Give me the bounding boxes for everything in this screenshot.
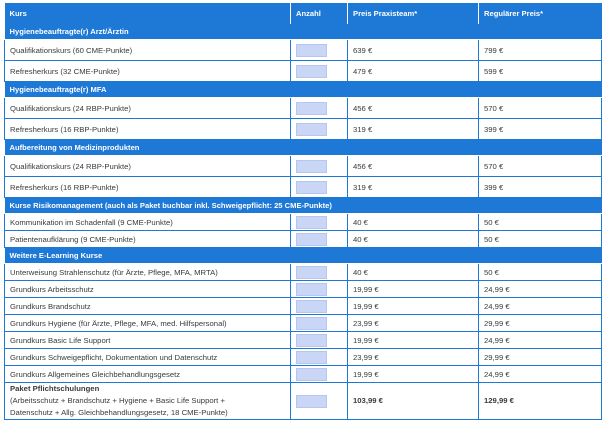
table-row <box>5 231 602 248</box>
price-regulaer: 399 € <box>479 119 602 140</box>
header-preis-praxisteam: Preis Praxisteam* <box>348 3 479 24</box>
course-name: Refresherkurs (32 CME-Punkte) <box>5 61 291 82</box>
price-regulaer: 50 € <box>479 214 602 231</box>
course-name: Qualifikationskurs (24 RBP-Punkte) <box>5 98 291 119</box>
course-name: Refresherkurs (16 RBP-Punkte) <box>5 177 291 198</box>
quantity-cell <box>291 61 348 82</box>
course-name: Qualifikationskurs (60 CME-Punkte) <box>5 40 291 61</box>
header-kurs: Kurs <box>5 3 291 24</box>
quantity-cell <box>291 298 348 315</box>
quantity-cell <box>291 119 348 140</box>
header-regulaerer-preis: Regulärer Preis* <box>479 3 602 24</box>
course-name: Refresherkurs (16 RBP-Punkte) <box>5 119 291 140</box>
package-price-regulaer: 129,99 € <box>479 383 602 420</box>
quantity-input[interactable] <box>296 266 327 279</box>
table-body <box>5 24 602 420</box>
course-name: Qualifikationskurs (24 RBP-Punkte) <box>5 156 291 177</box>
price-praxisteam: 319 € <box>348 177 479 198</box>
table-row <box>5 298 602 315</box>
quantity-cell <box>291 214 348 231</box>
table-row <box>5 315 602 332</box>
table-row <box>5 156 602 177</box>
quantity-input[interactable] <box>296 102 327 115</box>
quantity-input[interactable] <box>296 351 327 364</box>
course-name: Kommunikation im Schadenfall (9 CME-Punkte) <box>5 214 291 231</box>
price-praxisteam: 23,99 € <box>348 349 479 366</box>
quantity-cell <box>291 264 348 281</box>
section-header <box>5 198 602 214</box>
price-regulaer: 29,99 € <box>479 349 602 366</box>
quantity-input[interactable] <box>296 233 327 246</box>
price-praxisteam: 19,99 € <box>348 332 479 349</box>
section-header <box>5 248 602 264</box>
table-row <box>5 98 602 119</box>
package-row <box>5 383 602 420</box>
price-table <box>4 3 602 420</box>
package-line-2: Datenschutz + Allg. Gleichbehandlungsgesetz, 18 CME-Punkte) <box>10 408 228 417</box>
price-praxisteam: 319 € <box>348 119 479 140</box>
quantity-cell <box>291 332 348 349</box>
course-name: Grundkurs Schweigepflicht, Dokumentation und Datenschutz <box>5 349 291 366</box>
price-praxisteam: 23,99 € <box>348 315 479 332</box>
quantity-cell <box>291 281 348 298</box>
quantity-input[interactable] <box>296 123 327 136</box>
table-row <box>5 264 602 281</box>
price-praxisteam: 456 € <box>348 156 479 177</box>
course-name: Grundkurs Basic Life Support <box>5 332 291 349</box>
section-header <box>5 140 602 156</box>
table-row <box>5 61 602 82</box>
quantity-cell <box>291 177 348 198</box>
course-name: Patientenaufklärung (9 CME-Punkte) <box>5 231 291 248</box>
price-praxisteam: 40 € <box>348 264 479 281</box>
table-row <box>5 349 602 366</box>
table-row <box>5 214 602 231</box>
price-praxisteam: 479 € <box>348 61 479 82</box>
quantity-input[interactable] <box>296 368 327 381</box>
quantity-input[interactable] <box>296 317 327 330</box>
price-praxisteam: 19,99 € <box>348 298 479 315</box>
section-title: Kurse Risikomanagement (auch als Paket buchbar inkl. Schweigepflicht: 25 CME-Punkte) <box>5 198 602 214</box>
price-praxisteam: 456 € <box>348 98 479 119</box>
package-description <box>5 383 291 420</box>
price-regulaer: 399 € <box>479 177 602 198</box>
price-praxisteam: 19,99 € <box>348 281 479 298</box>
price-praxisteam: 639 € <box>348 40 479 61</box>
table-header <box>5 3 602 24</box>
quantity-input[interactable] <box>296 181 327 194</box>
price-regulaer: 24,99 € <box>479 366 602 383</box>
price-regulaer: 570 € <box>479 156 602 177</box>
price-regulaer: 599 € <box>479 61 602 82</box>
section-title: Weitere E-Learning Kurse <box>5 248 602 264</box>
quantity-input[interactable] <box>296 216 327 229</box>
package-quantity-input[interactable] <box>296 395 327 408</box>
section-title: Hygienebeauftragte(r) MFA <box>5 82 602 98</box>
quantity-cell <box>291 40 348 61</box>
table-row <box>5 366 602 383</box>
price-regulaer: 24,99 € <box>479 281 602 298</box>
section-title: Aufbereitung von Medizinprodukten <box>5 140 602 156</box>
quantity-input[interactable] <box>296 160 327 173</box>
section-title: Hygienebeauftragte(r) Arzt/Ärztin <box>5 24 602 40</box>
course-name: Grundkurs Arbeitsschutz <box>5 281 291 298</box>
price-regulaer: 24,99 € <box>479 298 602 315</box>
price-regulaer: 799 € <box>479 40 602 61</box>
price-regulaer: 24,99 € <box>479 332 602 349</box>
table-row <box>5 281 602 298</box>
quantity-cell <box>291 231 348 248</box>
price-praxisteam: 40 € <box>348 214 479 231</box>
course-name: Unterweisung Strahlenschutz (für Ärzte, Pflege, MFA, MRTA) <box>5 264 291 281</box>
section-header <box>5 82 602 98</box>
price-regulaer: 50 € <box>479 231 602 248</box>
price-praxisteam: 40 € <box>348 231 479 248</box>
quantity-cell <box>291 349 348 366</box>
price-regulaer: 29,99 € <box>479 315 602 332</box>
header-anzahl: Anzahl <box>291 3 348 24</box>
price-regulaer: 570 € <box>479 98 602 119</box>
quantity-cell <box>291 315 348 332</box>
table-row <box>5 119 602 140</box>
package-quantity-cell <box>291 383 348 420</box>
quantity-cell <box>291 98 348 119</box>
section-header <box>5 24 602 40</box>
package-line-1: (Arbeitsschutz + Brandschutz + Hygiene + Basic Life Support + <box>10 396 225 405</box>
price-praxisteam: 19,99 € <box>348 366 479 383</box>
course-name: Grundkurs Brandschutz <box>5 298 291 315</box>
quantity-cell <box>291 156 348 177</box>
price-regulaer: 50 € <box>479 264 602 281</box>
quantity-input[interactable] <box>296 283 327 296</box>
package-price-praxisteam: 103,99 € <box>348 383 479 420</box>
table-row <box>5 40 602 61</box>
quantity-input[interactable] <box>296 334 327 347</box>
quantity-input[interactable] <box>296 300 327 313</box>
quantity-input[interactable] <box>296 65 327 78</box>
course-name: Grundkurs Hygiene (für Ärzte, Pflege, MFA, med. Hilfspersonal) <box>5 315 291 332</box>
table-row <box>5 332 602 349</box>
table-row <box>5 177 602 198</box>
quantity-cell <box>291 366 348 383</box>
quantity-input[interactable] <box>296 44 327 57</box>
package-title: Paket Pflichtschulungen <box>10 384 100 393</box>
course-name: Grundkurs Allgemeines Gleichbehandlungsgesetz <box>5 366 291 383</box>
